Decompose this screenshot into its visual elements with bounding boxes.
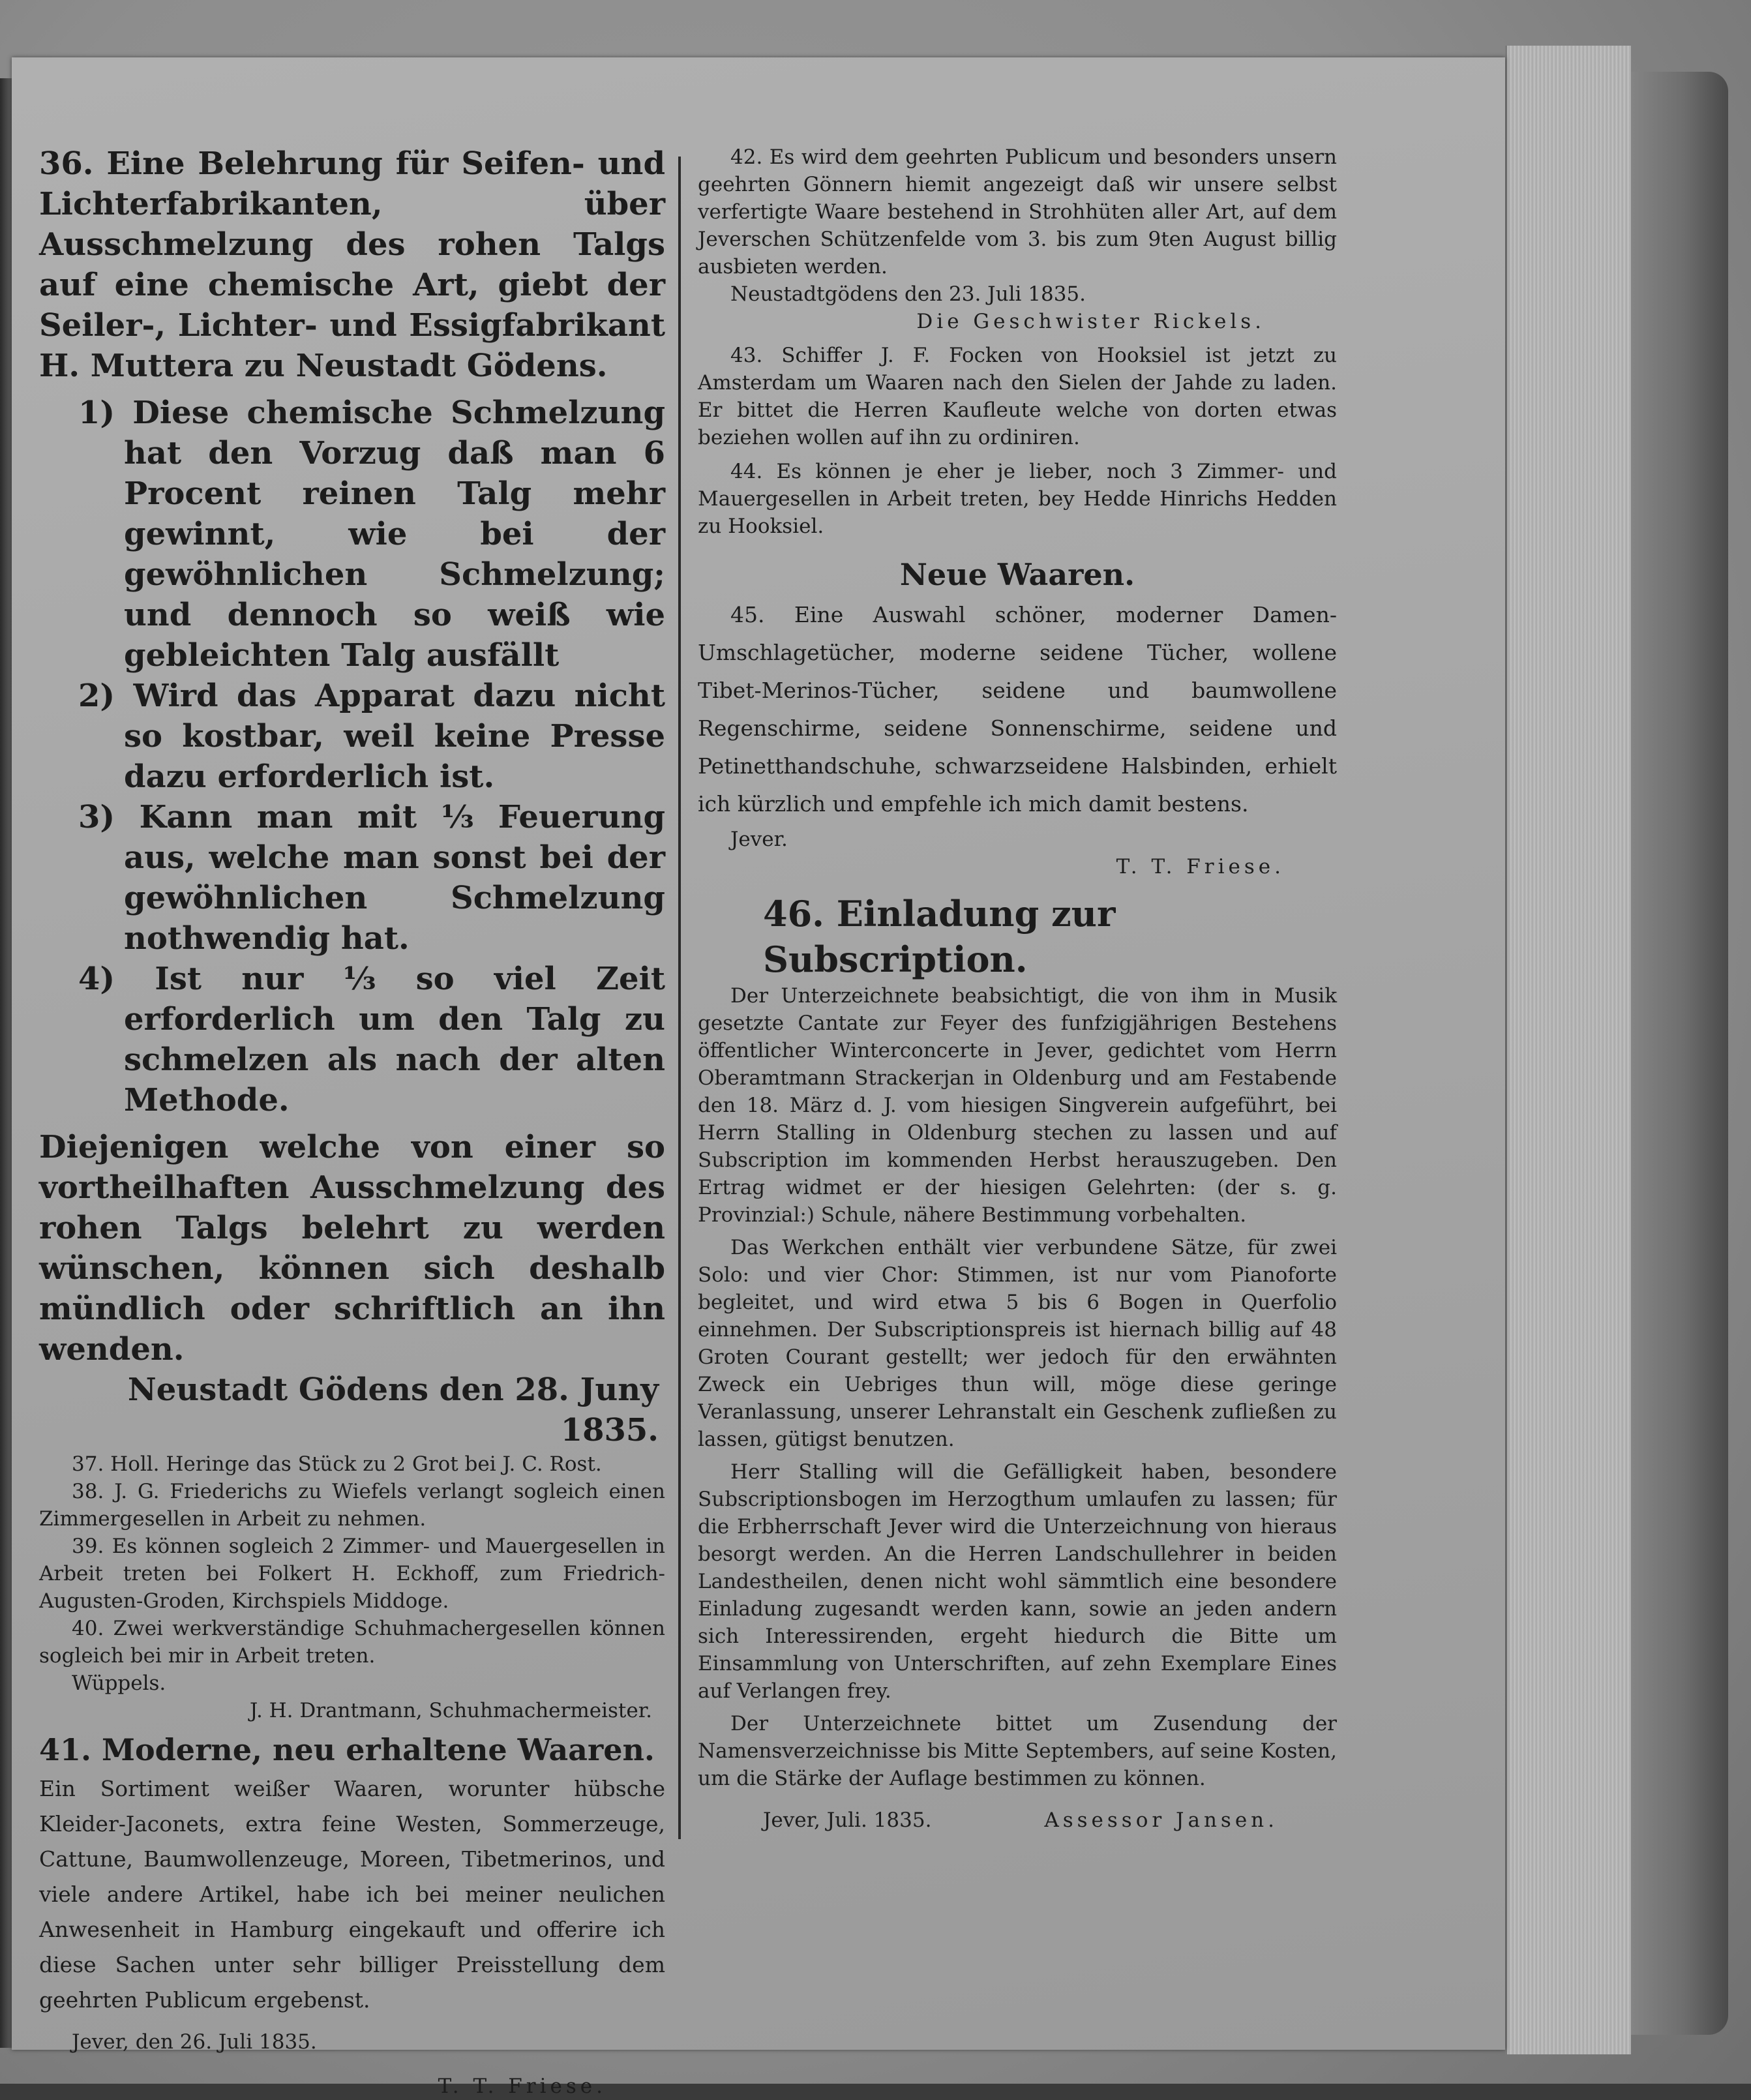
notice-40-place: Wüppels. (72, 1672, 166, 1695)
left-column (39, 143, 665, 2100)
notice-46-paragraph-3: Herr Stalling will die Gefälligkeit haben, besondere Subscriptionsbogen im Herzogthum umlaufen zu lassen; für die Erbherrschaft Jever wird die Unterzeichnung von hieraus besorgt werden. An die Herren Landschullehrer in beiden Landestheilen, denen nicht wohl sämmtlich eine besondere Einladung zugesandt werden kann, sowie an jeden andern sich Interessirenden, ergeht hiedurch die Bitte um Einsammlung von Unterschriften, auf zehn Exemplare Eines auf Verlangen frey. (698, 1460, 1337, 1703)
notice-46-signature: Assessor Jansen. (1044, 1808, 1278, 1832)
notice-36-item-3: 3) Kann man mit ⅓ Feuerung aus, welche man sonst bei der gewöhnlichen Schmelzung nothwendig hat. (78, 799, 665, 957)
notice-36-item-2: 2) Wird das Apparat dazu nicht so kostbar, weil keine Presse dazu erforderlich ist. (78, 678, 665, 795)
notice-36-item-4: 4) Ist nur ⅓ so viel Zeit erforderlich um den Talg zu schmelzen als nach der alten Methode. (78, 961, 665, 1118)
notice-42-signature: Die Geschwister Rickels. (916, 310, 1265, 333)
notice-41-body: Ein Sortiment weißer Waaren, worunter hübsche Kleider-Jaconets, extra feine Westen, Sommerzeuge, Cattune, Baumwollenzeuge, Moreen, Tibetmerinos, und viele andere Artikel, habe ich bei meiner neulichen Anwesenheit in Hamburg eingekauft und offerire ich diese Sachen unter sehr billiger Preisstellung dem geehrten Publicum ergebenst. (39, 1776, 665, 2013)
notice-46-paragraph-4: Der Unterzeichnete bittet um Zusendung der Namensverzeichnisse bis Mitte Septembers, auf seine Kosten, um die Stärke der Auflage bestimmen zu können. (698, 1712, 1337, 1790)
notice-40: 40. Zwei werkverständige Schuhmachergesellen können sogleich bei mir in Arbeit treten. (39, 1617, 665, 1668)
notice-36-title: 36. Eine Belehrung für Seifen- und Lichterfabrikanten, über Ausschmelzung des rohen Talgs auf eine chemische Art, giebt der Seiler-, Lichter- und Essigfabrikant H. Muttera zu Neustadt Gödens. (39, 145, 665, 384)
notice-45: 45. Eine Auswahl schöner, moderner Damen-Umschlagetücher, moderne seidene Tücher, wollene Tibet-Merinos-Tücher, seidene und baumwollene Regenschirme, seidene Sonnenschirme, seidene und Petinetthandschuhe, schwarzseidene Halsbinden, erhielt ich kürzlich und empfehle ich mich damit bestens. (698, 602, 1337, 817)
notice-41-date: Jever, den 26. Juli 1835. (72, 2030, 317, 2054)
notice-46-paragraph-1: Der Unterzeichnete beabsichtigt, die von ihm in Musik gesetzte Cantate zur Feyer des funfzigjährigen Bestehens öffentlicher Winterconcerte in Jever, gedichtet vom Herrn Oberamtmann Strackerjan in Oldenburg und am Festabende den 18. März d. J. vom hiesigen Singverein aufgeführt, bei Herrn Stalling in Oldenburg stechen zu lassen und auf Subscription im kommenden Herbst herauszugeben. Den Ertrag widmet er der hiesigen Gelehrten: (der s. g. Provinzial:) Schule, nähere Bestimmung vorbehalten. (698, 984, 1337, 1227)
notice-43: 43. Schiffer J. F. Focken von Hooksiel ist jetzt zu Amsterdam um Waaren nach den Sielen der Jahde zu laden. Er bittet die Herren Kaufleute welche von dorten etwas beziehen wollen auf ihn zu ordiniren. (698, 344, 1337, 449)
notice-45-place: Jever. (730, 828, 788, 851)
book-spine (1617, 72, 1728, 2035)
column-divider (678, 157, 681, 1839)
notice-46-title: 46. Einladung zur Subscription. (763, 893, 1116, 980)
notice-36-body: Diejenigen welche von einer so vortheilhaften Ausschmelzung des rohen Talgs belehrt zu werden wünschen, können sich deshalb mündlich oder schriftlich an ihn wenden. (39, 1129, 665, 1368)
page-block-edges (1505, 46, 1631, 2054)
notice-36-date: Neustadt Gödens den 28. Juny 1835. (127, 1372, 659, 1448)
notice-40-signature: J. H. Drantmann, Schuhmachermeister. (249, 1699, 652, 1722)
notice-37: 37. Holl. Heringe das Stück zu 2 Grot bei J. C. Rost. (72, 1452, 602, 1476)
notice-42-date: Neustadtgödens den 23. Juli 1835. (730, 282, 1086, 306)
right-column (698, 143, 1337, 1834)
notice-36-item-1: 1) Diese chemische Schmelzung hat den Vorzug daß man 6 Procent reinen Talg mehr gewinnt, wie bei der gewöhnlichen Schmelzung; und dennoch so weiß wie gebleichten Talg ausfällt (78, 395, 665, 674)
notice-44: 44. Es können je eher je lieber, noch 3 Zimmer- und Mauergesellen in Arbeit treten, bey Hedde Hinrichs Hedden zu Hooksiel. (698, 460, 1337, 538)
notice-42: 42. Es wird dem geehrten Publicum und besonders unsern geehrten Gönnern hiemit angezeigt daß wir unsere selbst verfertigte Waare bestehend in Strohhüten aller Art, auf dem Jeverschen Schützenfelde vom 3. bis zum 9ten August billig ausbieten werden. (698, 145, 1337, 278)
notice-39: 39. Es können sogleich 2 Zimmer- und Mauergesellen in Arbeit treten bei Folkert H. Eckhoff, zum Friedrich-Augusten-Groden, Kirchspiels Middoge. (39, 1535, 665, 1613)
notice-41-signature: T. T. Friese. (438, 2075, 606, 2098)
notice-46-footer (698, 1807, 1337, 1834)
notice-46-paragraph-2: Das Werkchen enthält vier verbundene Sätze, für zwei Solo: und vier Chor: Stimmen, ist nur vom Pianoforte begleitet, und wird etwa 5 bis 6 Bogen in Querfolio einnehmen. Der Subscriptionspreis ist hiernach billig auf 48 Groten Courant gestellt; wer jedoch für den erwähnten Zweck ein Uebriges thun will, möge diese geringe Veranlassung, unserer Lehranstalt ein Geschenk zufließen zu lassen, gütigst benutzen. (698, 1236, 1337, 1451)
neue-waaren-heading: Neue Waaren. (899, 557, 1135, 592)
notice-41-title: 41. Moderne, neu erhaltene Waaren. (39, 1732, 655, 1767)
notice-45-signature: T. T. Friese. (1116, 855, 1285, 878)
notice-38: 38. J. G. Friederichs zu Wiefels verlangt sogleich einen Zimmergesellen in Arbeit zu nehmen. (39, 1480, 665, 1531)
notice-46-date: Jever, Juli. 1835. (763, 1808, 932, 1832)
